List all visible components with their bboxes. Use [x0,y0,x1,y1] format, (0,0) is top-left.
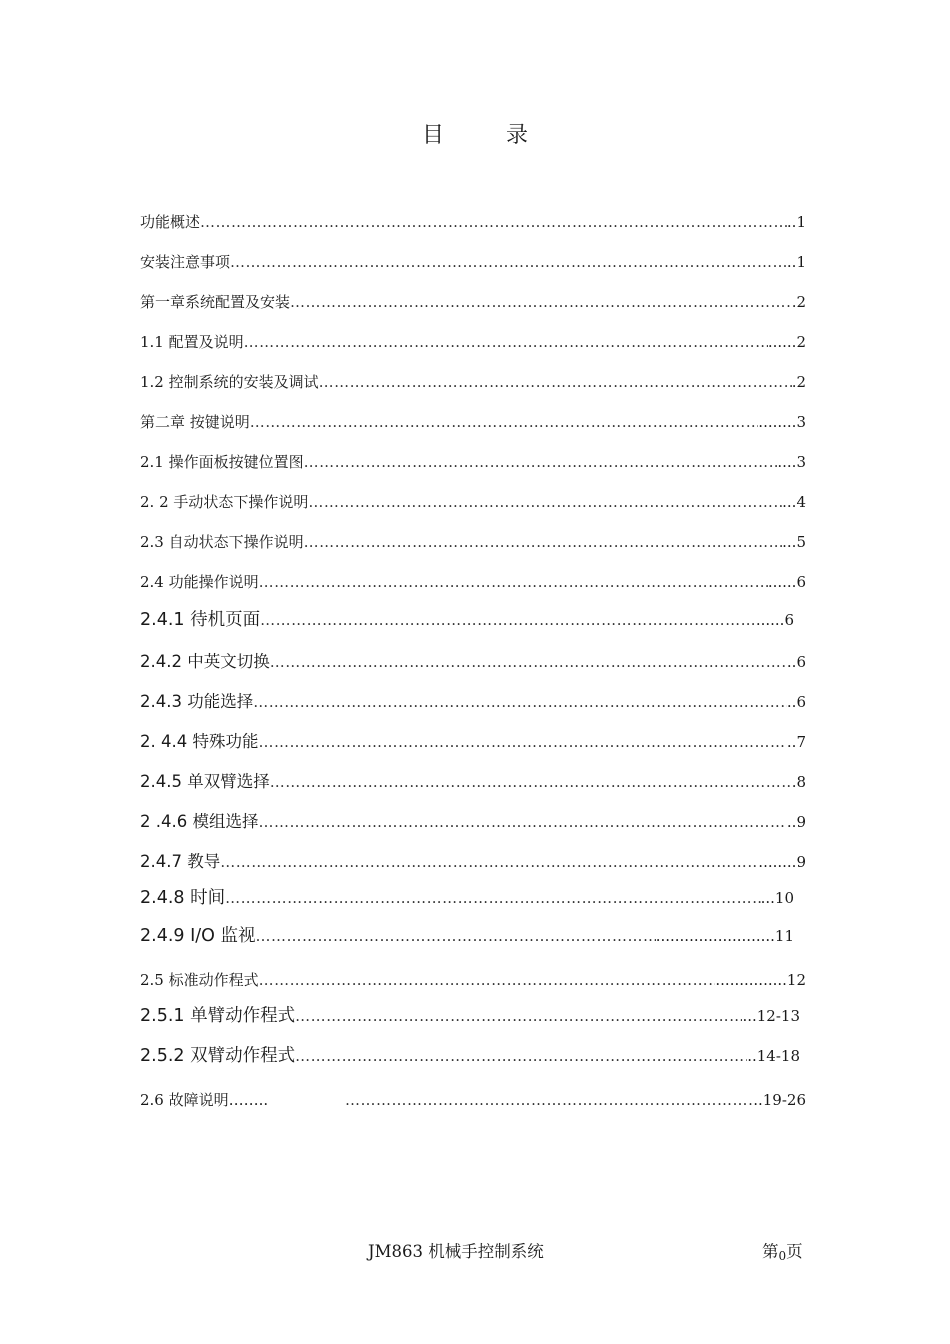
toc-entry-label: 2.4 功能操作说明 [140,573,259,591]
toc-leader-dots [259,969,716,991]
toc-entry-label: 第二章 按键说明 [140,413,250,431]
toc-entry-label: 2.4.3 功能选择 [140,692,254,711]
page-suffix: 页 [786,1242,803,1261]
toc-entry-2-4-9[interactable] [140,919,794,947]
toc-leader-dots [290,291,792,313]
toc-leader-dots [345,1089,753,1111]
toc-entry-2-5-2[interactable] [140,1039,800,1067]
toc-entry-label: 2.4.5 单双臂选择 [140,772,270,791]
page-title [0,118,950,149]
toc-entry-page: ..1 [786,253,806,271]
toc-entry-label: 2.4.9 I/O 监视 [140,926,256,946]
toc-entry-chapter-1[interactable] [140,285,806,313]
toc-leader-dots [295,1005,742,1027]
toc-entry-label: 2.4.7 教导 [140,852,221,871]
page-number: 0 [778,1249,787,1263]
toc-entry-label: 2.5.2 双臂动作程式 [140,1046,296,1066]
toc-entry-label: 安装注意事项 [140,253,231,271]
toc-entry-2-4-6[interactable] [140,805,806,833]
toc-entry-label: 功能概述 [140,213,201,231]
toc-leader-dots [259,571,768,593]
toc-leader-dots [220,851,758,873]
toc-leader-dots [258,811,786,833]
toc-leader-dots [258,731,786,753]
toc-entry-page: ..14-18 [747,1047,800,1065]
toc-entry-page: ..9 [786,813,806,831]
toc-entry-1-2[interactable] [140,365,806,393]
toc-entry-install-notes[interactable] [140,245,806,273]
toc-entry-page: ..1 [786,213,806,231]
toc-entry-2-3[interactable] [140,525,806,553]
footer-document-name: JM863 机械手控制系统 [368,1242,544,1261]
toc-entry-2-4-2[interactable] [140,645,806,673]
toc-leader-dots [304,531,783,553]
toc-entry-2-4-7[interactable] [140,845,806,873]
toc-entry-chapter-2[interactable] [140,405,806,433]
toc-entry-label: 2. 4.4 特殊功能 [140,732,259,751]
toc-entry-label: 2.5 标准动作程式 [140,971,259,989]
toc-entry-page: ...4 [782,493,806,511]
toc-entry-page: ...5 [782,533,806,551]
footer-page-number [762,1238,803,1263]
toc-entry-2-6[interactable] [140,1083,806,1111]
toc-entry-label: 2.4.1 待机页面 [140,610,261,630]
toc-entry-2-5-1[interactable] [140,999,800,1027]
toc-leader-dots [260,609,756,631]
toc-entry-2-2[interactable] [140,485,806,513]
toc-entry-page: .........................11 [655,927,794,945]
toc-entry-page: .2 [791,373,806,391]
toc-entry-page: ........9 [758,853,806,871]
toc-entry-page: .8 [791,773,806,791]
toc-entry-page: ...10 [760,889,794,907]
toc-entry-label: 2.1 操作面板按键位置图 [140,453,304,471]
toc-entry-1-1[interactable] [140,325,806,353]
toc-leader-dots [200,211,787,233]
toc-leader-dots [230,251,787,273]
toc-entry-page: ..6 [786,653,806,671]
title-char-2: 录 [506,123,529,148]
toc-entry-page: ......2 [767,333,806,351]
toc-entry-label: 1.1 配置及说明 [140,333,244,351]
toc-entry-page: ........3 [758,413,806,431]
page-prefix: 第 [762,1242,779,1261]
toc-entry-2-4-4[interactable] [140,725,806,753]
toc-entry-label: 1.2 控制系统的安装及调试 [140,373,319,391]
toc-entry-2-1[interactable] [140,445,806,473]
toc-leader-dots [319,371,792,393]
toc-leader-dots [225,887,761,909]
toc-entry-label: 2.6 故障说明…….. [140,1091,269,1109]
toc-entry-2-5[interactable] [140,963,806,991]
toc-entry-page: ...............12 [715,971,806,989]
toc-entry-2-4-5[interactable] [140,765,806,793]
toc-entry-page: ......6 [767,573,806,591]
toc-entry-page: ...12-13 [742,1007,800,1025]
toc-leader-dots [256,925,656,947]
toc-entry-label: 2. 2 手动状态下操作说明 [140,493,309,511]
page-footer [0,1238,950,1264]
toc-entry-overview[interactable] [140,205,806,233]
toc-leader-dots [270,771,792,793]
toc-entry-label: 2.4.2 中英文切换 [140,652,270,671]
toc-leader-dots [250,411,759,433]
toc-entry-2-4-8[interactable] [140,881,794,909]
toc-entry-2-4-3[interactable] [140,685,806,713]
toc-entry-label: 2.3 自动状态下操作说明 [140,533,304,551]
toc-leader-dots [244,331,768,353]
toc-entry-2-4[interactable] [140,565,806,593]
title-char-1: 目 [421,123,444,148]
toc-leader-dots [295,1045,747,1067]
toc-entry-page: ..19-26 [753,1091,806,1109]
toc-leader-dots [304,451,778,473]
toc-leader-dots [308,491,782,513]
toc-entry-label: 2.4.8 时间 [140,888,226,908]
toc-entry-page: ..6 [786,693,806,711]
toc-leader-dots [270,651,787,673]
toc-entry-label: 2.5.1 单臂动作程式 [140,1006,296,1026]
toc-leader-dots [253,691,787,713]
toc-entry-page: .2 [791,293,806,311]
toc-entry-2-4-1[interactable] [140,603,794,631]
toc-entry-page: ..7 [786,733,806,751]
toc-entry-label: 2 .4.6 模组选择 [140,812,259,831]
toc-entry-page: ....3 [777,453,806,471]
toc-entry-label: 第一章系统配置及安装 [140,293,291,311]
toc-entry-page: ......6 [755,611,794,629]
